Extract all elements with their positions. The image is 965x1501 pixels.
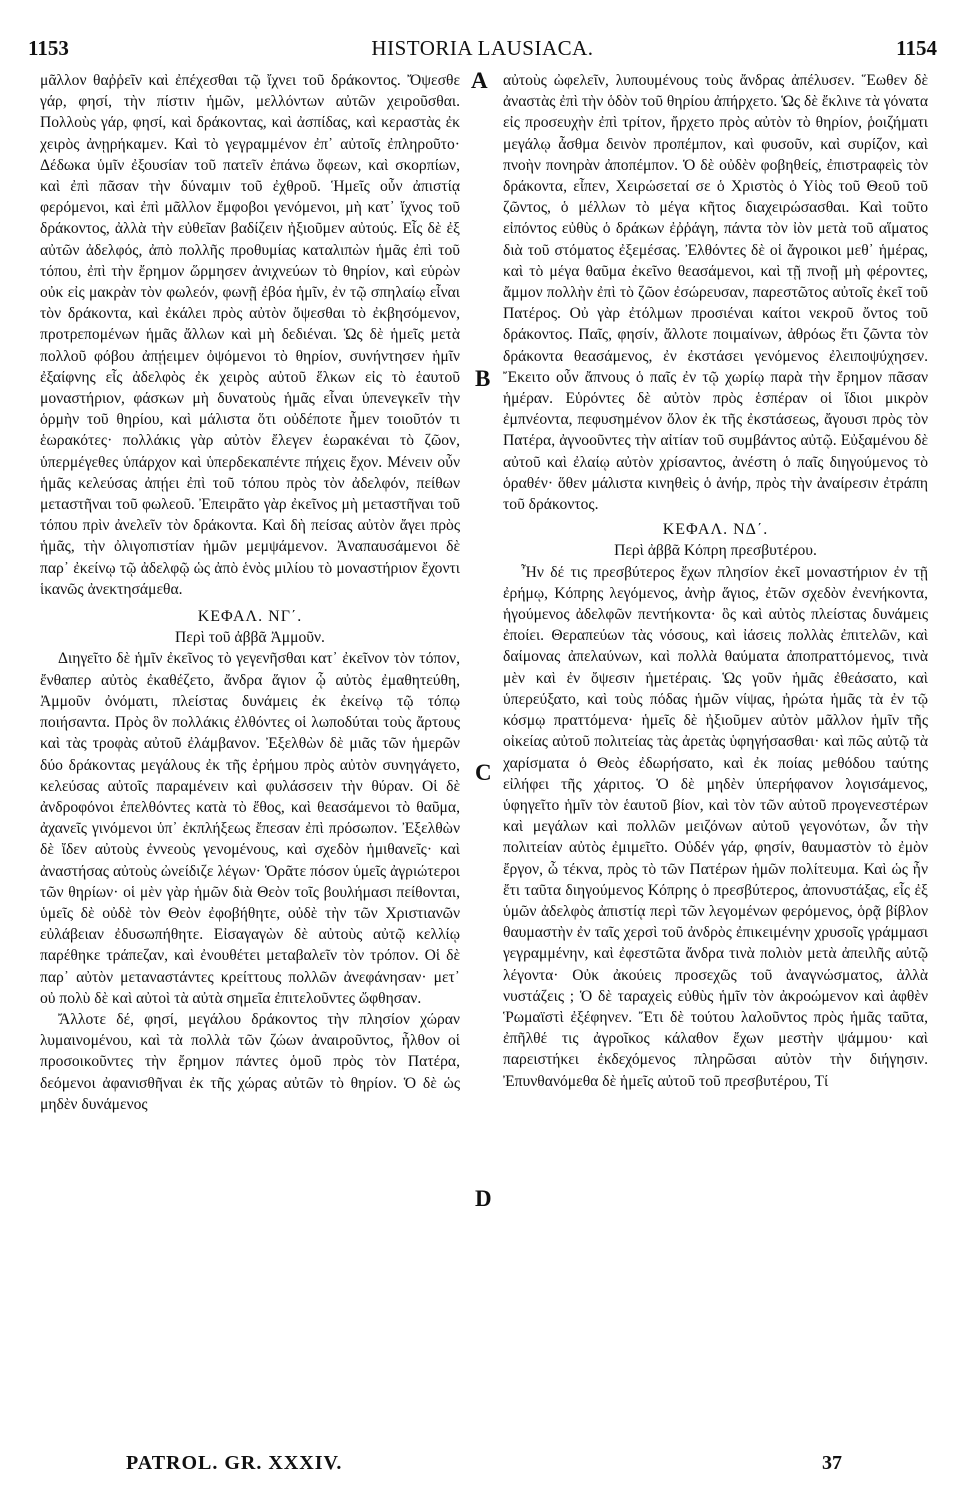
chapter-heading-54: ΚΕΦΑΛ. ΝΔ΄.	[662, 521, 769, 539]
chapter-subhead-54: Περὶ ἀββᾶ Κόπρη πρεσβυτέρου.	[614, 542, 817, 560]
page-number-right: 1154	[896, 36, 937, 60]
right-column	[503, 70, 928, 1092]
right-paragraph-1: αὐτοὺς ὠφελεῖν, λυπουμένους τοὺς ἄνδρας ἀπέλυσεν. Ἕωθεν δὲ ἀναστὰς ἐπὶ τὴν ὁδὸν τοῦ θηρίου ἀπήρχετο. Ὡς δὲ ἔκλινε τὰ γόνατα εἰς προσευχὴν ἐπὶ τρίτον, ἤρχετο πρὸς αὐτὸν τὸ θηρίον, ῥοιζήματι μεγάλῳ ἆσθμα δεινὸν προπέμπον, καὶ φυσοῦν, καὶ συρίζον, καὶ πνοὴν πονηρὰν ἀποπέμπον. Ὁ δὲ οὐδὲν φοβηθείς, ἐπιστραφεὶς τὸν δράκοντα, εἶπεν, Χειρώσεταί σε ὁ Χριστὸς ὁ Υἱὸς τοῦ Θεοῦ τοῦ ζῶντος, ὁ μέλλων τὸ μέγα κῆτος διαχειρώσασθαι. Καὶ τοῦτο εἰπόντος εὐθὺς ὁ δράκων ἐῤῥάγη, πάντα τὸν ἰὸν μετὰ τοῦ αἵματος διὰ τοῦ στόματος ἐξεμέσας. Ἐλθόντες δὲ οἱ ἄγροικοι μεθ᾽ ἡμέρας, καὶ τὸ μέγα θαῦμα ἐκεῖνο θεασάμενοι, καὶ τῇ πνοῇ μὴ φέροντες, ἄμμον πολλὴν ἐπὶ τὸ ζῶον ἐσώρευσαν, παρεστῶτος αὐτοῖς ἐκεῖ τοῦ Πατέρος. Οὐ γὰρ ἐτόλμων προσιέναι καίτοι νεκροῦ ὄντος τοῦ δράκοντος. Παῖς, φησίν, ἄλλοτε ποιμαίνων, ἀθρόως ἔτι ζῶντα τὸν δράκοντα θεασάμενος, ἐν ἐκστάσει γενόμενος ἐλειποψύχησεν. Ἔκειτο οὖν ἄπνους ὁ παῖς ἐν τῷ χωρίῳ παρὰ τὴν ἔρημον πᾶσαν ἡμέραν. Εὑρόντες δὲ αὐτὸν πρὸς ἑσπέραν οἱ ἴδιοι μικρὸν ἐμπνέοντα, πεφυσημένον ὅλον ἐκ τῆς ἐκστάσεως, ἄγουσι πρὸς τὸν Πατέρα, ἀγνοοῦντες τὴν αἰτίαν τοῦ συμβάντος αὐτῷ. Εὐξαμένου δὲ αὐτοῦ καὶ ἐλαίῳ αὐτὸν χρίσαντος, ἀνέστη ὁ παῖς διηγούμενος τὸ ὁραθέν· ὅθεν μάλιστα κινηθεὶς ὁ ἀνήρ, πρὸς τὴν ἀναίρεσιν ἐτράπη τοῦ δράκοντος.	[503, 72, 928, 514]
footer-signature: PATROL. GR. XXXIV.	[126, 1452, 343, 1474]
footer-sheet-number: 37	[822, 1452, 842, 1474]
running-header	[28, 36, 937, 64]
margin-marker-c: C	[475, 760, 492, 785]
left-column	[40, 70, 460, 1115]
page-number-left: 1153	[28, 36, 69, 60]
left-paragraph-3: Ἄλλοτε δέ, φησί, μεγάλου δράκοντος τὴν πλησίον χώραν λυμαινομένου, καὶ τὰ πολλὰ τῶν ζώων ἀναιροῦντος, ἦλθον οἱ προσοικοῦντες τὴν ἔρημον πάντες ὁμοῦ πρὸς τὸν Πατέρα, δεόμενοι ἀφανισθῆναι ἐκ τῆς χώρας αὐτῶν τὸ θηρίον. Ὁ δὲ ὡς μηδὲν δυνάμενος	[40, 1010, 460, 1113]
running-title: HISTORIA LAUSIACA.	[371, 36, 594, 60]
margin-marker-d: D	[475, 1186, 492, 1211]
left-paragraph-2: Διηγεῖτο δὲ ἡμῖν ἐκεῖνος τὸ γεγενῆσθαι κατ᾽ ἐκεῖνον τὸν τόπον, ἔνθαπερ αὐτὸς ἐκαθέζετο, ἄνδρα ἅγιον ᾧ αὐτὸς ἐμαθητεύθη, Ἀμμοῦν ὀνόματι, πλείστας δυνάμεις ἐκ ἐκείνῳ τῷ τόπῳ ποιήσαντα. Πρὸς ὃν πολλάκις ἐλθόντες οἱ λωποδύται τοὺς ἄρτους καὶ τὰς τροφὰς αὐτοῦ ἐλάμβανον. Ἐξελθὼν δὲ μιᾶς τῶν ἡμερῶν δύο δράκοντας μεγάλους ἐκ τῆς ἐρήμου πρὸς αὐτὸν συνηγάγετο, κελεύσας αὐτοῖς παραμένειν καὶ φυλάσσειν τὴν θύραν. Οἱ δὲ ἀνδροφόνοι ἐπελθόντες κατὰ τὸ ἔθος, καὶ θεασάμενοι τὸ θαῦμα, ἀχανεῖς γινόμενοι ὑπ᾽ ἐκπλήξεως ἔπεσαν ἐπὶ πρόσωπον. Ἐξελθὼν δὲ ἴδεν αὐτοὺς ἐννεοὺς γενομένους, καὶ σχεδὸν ἡμιθανεῖς· καὶ ἀναστήσας αὐτοὺς ὠνείδιζε λέγων· Ὁρᾶτε πόσον ὑμεῖς ἀγριώτεροι τῶν θηρίων· οἱ μὲν γὰρ ἡμῶν διὰ Θεὸν τοῖς βουλήμασι πείθονται, ὑμεῖς δὲ οὐδὲ τὸν Θεὸν ἐφοβήθητε, οὐδὲ τὴν τῶν Χριστιανῶν εὐλάβειαν ἐδυσωπήθητε. Εἰσαγαγὼν δὲ αὐτοὺς αὐτῷ κελλίῳ παρέθηκε τράπεζαν, καὶ ἐνουθέτει μεταβαλεῖν τὸν τρόπον. Οἱ δὲ παρ᾽ αὐτὸν μεταναστάντες κρείττους πολλῶν ἀνεφάνησαν· μετ᾽ οὐ πολὺ δὲ καὶ αὐτοὶ τὰ αὐτὰ σημεῖα ἐπιτελοῦντες ὤφθησαν.	[40, 650, 460, 1007]
margin-marker-b: B	[475, 366, 491, 391]
chapter-heading-53: ΚΕΦΑΛ. ΝΓ΄.	[197, 608, 303, 626]
left-paragraph-1: μᾶλλον θαῤῥεῖν καὶ ἐπέχεσθαι τῷ ἴχνει τοῦ δράκοντος. Ὄψεσθε γάρ, φησί, τὴν πίστιν ἡμῶν, μελλόντων αὐτῶν χειροῦσθαι. Πολλοὺς γάρ, φησί, καὶ δράκοντας, καὶ ἀσπίδας, καὶ κεραστὰς ἐκ χειρὸς ἀνῃρήκαμεν. Καὶ τὸ γεγραμμένον ἐπ᾽ αὐτοῖς ἐπληροῦτο· Δέδωκα ὑμῖν ἐξουσίαν τοῦ πατεῖν ἐπάνω ὄφεων, καὶ σκορπίων, καὶ ἐπὶ πᾶσαν τὴν δύναμιν τοῦ ἐχθροῦ. Ἡμεῖς οὖν ἀπιστίᾳ φερόμενοι, καὶ ἐπὶ μᾶλλον ἔμφοβοι γενόμενοι, μὴ κατ᾽ ἴχνος τοῦ δράκοντος, ἀλλὰ τὴν εὐθεῖαν βαδίζειν ἠξιοῦμεν αὐτούς. Εἷς δὲ ἐξ αὐτῶν ἀδελφός, ἀπὸ πολλῆς προθυμίας καταλιπὼν ἡμᾶς ἐπὶ τοῦ τόπου, ἐπὶ τὴν ἔρημον ὥρμησεν ἀνιχνεύων τὸ θηρίον, καὶ εὑρὼν οὐκ εἰς μακρὰν τὸν φωλεόν, φωνῇ ἐβόα ἡμῖν, ἐν τῷ σπηλαίῳ εἶναι τὸν δράκοντα, καὶ ἐκάλει πρὸς αὐτὸν ὄψεσθαι τὸ ἐκβησόμενον, προτρεπομένων ἡμᾶς ἄλλων καὶ μὴ δεδιέναι. Ὡς δὲ ἡμεῖς μετὰ πολλοῦ φόβου ἀπῄειμεν ὀψόμενοι τὸ θηρίον, συνήντησεν ἡμῖν ἐξαίφνης εἷς ἀδελφὸς ἐκ χειρὸς αὐτοῦ ἕλκων εἰς τὸ ἑαυτοῦ μοναστήριον, φάσκων μὴ δυνατοὺς ἡμᾶς εἶναι ὑπενεγκεῖν τὴν ὁρμὴν τοῦ θηρίου, καὶ μάλιστα ὅτι οὐδέποτε ἦμεν τοιοῦτόν τι ἑωρακότες· πολλάκις γὰρ αὐτὸν ἔλεγεν ἑωρακέναι τὸ ζῶον, ὑπερμέγεθες ὑπάρχον καὶ ὑπερδεκαπέντε πήχεις ἔχον. Μένειν οὖν ἡμᾶς κελεύσας ἀπῄει ἐπὶ τοῦ τόπου πρὸς τὸν ἀδελφόν, πείθων μεταστῆναι τοῦ φωλεοῦ. Ἐπειρᾶτο γὰρ ἐκεῖνος μὴ μεταστῆναι τοῦ τόπου πρὶν ἀνελεῖν τὸν δράκοντα. Καὶ δὴ πείσας αὐτὸν ἄγει πρὸς ἡμᾶς, τὴν ὀλιγοπιστίαν ἡμῶν μεμψάμενον. Ἀναπαυσάμενοι δὲ παρ᾽ ἐκείνῳ τῷ ἀδελφῷ ὡς ἀπὸ ἑνὸς μιλίου τὸ μοναστήριον ἔχοντι ἱκανῶς ἀνεκτησάμεθα.	[40, 72, 460, 598]
chapter-subhead-53: Περὶ τοῦ ἀββᾶ Ἀμμοῦν.	[175, 629, 325, 647]
right-paragraph-2: Ἦν δέ τις πρεσβύτερος ἔχων πλησίον ἐκεῖ μοναστήριον ἐν τῇ ἐρήμῳ, Κόπρης λεγόμενος, ἀνὴρ ἅγιος, ἐτῶν σχεδὸν ἐνενήκοντα, ἡγούμενος ἀδελφῶν πεντήκοντα· ὃς καὶ αὐτὸς πλείστας δυνάμεις ἐποίει. Θεραπεύων τὰς νόσους, καὶ ἰάσεις πολλὰς ἐπιτελῶν, καὶ δαίμονας ἀπελαύνων, καὶ πολλὰ θαύματα ἀποπραττόμενος, τινὰ μὲν καὶ ἐν ὄψεσιν ἡμετέραις. Ὡς γοῦν ἡμᾶς ἐθεάσατο, καὶ ὑπερεύξατο, καὶ τοὺς πόδας ἡμῶν νίψας, ἠρώτα ἡμᾶς τὰ ἐν τῷ κόσμῳ πραττόμενα· ἡμεῖς δὲ ἠξιοῦμεν αὐτὸν μᾶλλον ἡμῖν τῆς οἰκείας αὐτοῦ πολιτείας τὰς ἀρετὰς ὑφηγήσασθαι· καὶ πῶς αὐτῷ τὰ χαρίσματα ὁ Θεὸς ἐδωρήσατο, καὶ ἐκ ποίας μεθόδου ταύτης εἰλήφει τῆς χάριτος. Ὁ δὲ μηδὲν ὑπερήφανον λογισάμενος, ὑφηγεῖτο ἡμῖν τὸν ἑαυτοῦ βίον, καὶ τὸν τῶν αὐτοῦ προγενεστέρων καὶ μεγάλων καὶ πολλῶν μειζόνων αὐτοῦ γεγονότων, ὧν τὴν πολιτείαν αὐτὸς ἐμιμεῖτο. Οὐδέν γάρ, φησίν, θαυμαστὸν τὸ ἐμὸν ἔργον, ὦ τέκνα, πρὸς τὸ τῶν Πατέρων ἡμῶν πολίτευμα. Καὶ ὡς ἦν ἔτι ταῦτα διηγούμενος Κόπρης ὁ πρεσβύτερος, ἀπονυστάξας, εἷς ἐξ ὑμῶν ἀδελφὸς ἀπιστίᾳ περὶ τῶν λεγομένων φερόμενος, ὁρᾷ βίβλον θαυμαστὴν ἐν ταῖς χερσὶ τοῦ ἀνδρὸς ἐπικειμένην χρυσοῖς γράμμασι γεγραμμένην, καὶ ἐφεστῶτα ἄνδρα τινὰ πολιὸν μετὰ ἀπειλῆς αὐτῷ λέγοντα· Οὐκ ἀκούεις προσεχῶς τοῦ ἀναγνώσματος, ἀλλὰ νυστάζεις ; Ὁ δὲ ταραχεὶς εὐθὺς ἡμῖν τὸν ἀκροώμενον καὶ ἀφθὲν Ῥωμαϊστὶ ἐξέφηνεν. Ἔτι δὲ τούτου λαλοῦντος πρὸς ἡμᾶς ταῦτα, ἐπῆλθέ τις ἀγροῖκος κάλαθον ἔχων μεστὴν ψάμμου· καὶ παρειστήκει ἐκδεχόμενος πληρῶσαι αὐτὸν τὴν διήγησιν. Ἐπυνθανόμεθα δὲ ἡμεῖς αὐτοῦ τοῦ πρεσβυτέρου, Τί	[503, 563, 928, 1090]
margin-marker-a: A	[471, 68, 488, 93]
